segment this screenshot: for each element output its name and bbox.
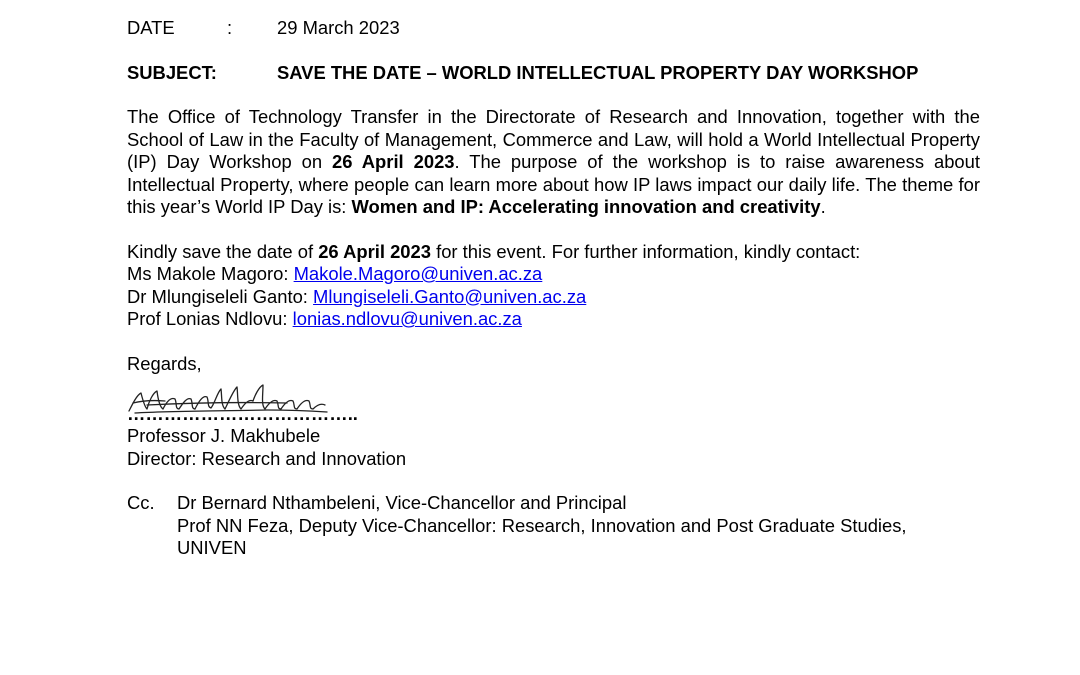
contact-email-link[interactable]: Mlungiseleli.Ganto@univen.ac.za — [313, 285, 587, 307]
cc-row — [127, 492, 980, 560]
signature-dotted-line: ……………………………….. — [127, 403, 358, 424]
save-the-date-line — [127, 241, 980, 264]
paragraph-1-end: . — [820, 196, 826, 217]
contact-name: Prof Lonias Ndlovu: — [127, 308, 288, 329]
subject-value: SAVE THE DATE – WORLD INTELLECTUAL PROPERTY DAY WORKSHOP — [277, 61, 919, 83]
contact-email-link[interactable]: lonias.ndlovu@univen.ac.za — [292, 308, 522, 329]
signatory-title: Director: Research and Innovation — [127, 447, 407, 469]
cc-recipient: UNIVEN — [177, 537, 247, 558]
date-label: DATE — [127, 17, 175, 38]
subject-line — [127, 62, 980, 85]
regards-text: Regards, — [127, 352, 202, 374]
signature-area — [127, 375, 980, 425]
contact-block — [127, 241, 980, 331]
paragraph-2-text-b: for this event. For further information, kindly contact: — [430, 240, 861, 262]
paragraph-2-text-a: Kindly save the date of — [127, 240, 319, 262]
cc-recipient: Prof NN Feza, Deputy Vice-Chancellor: Research, Innovation and Post Graduate Studies, — [177, 514, 907, 536]
contact-row — [127, 263, 980, 286]
date-colon: : — [227, 17, 233, 38]
memo-content — [127, 17, 980, 560]
cc-block — [127, 492, 980, 560]
body-paragraph-1 — [127, 106, 980, 219]
contact-row — [127, 308, 980, 331]
paragraph-1-text-b: . The purpose of the workshop is to raise awareness about Intellectual Property, where people can learn more about how IP laws impact our daily life. The theme for this year’s World IP Day is: — [127, 151, 980, 217]
contact-row — [127, 286, 980, 309]
theme-text: Women and IP: Accelerating innovation and creativity — [351, 196, 821, 217]
cc-recipients — [177, 492, 907, 560]
contact-name: Dr Mlungiseleli Ganto: — [127, 285, 308, 307]
cc-recipient: Dr Bernard Nthambeleni, Vice-Chancellor and Principal — [177, 492, 627, 513]
signatory-name: Professor J. Makhubele — [127, 425, 321, 446]
date-value: 29 March 2023 — [277, 17, 400, 38]
paragraph-1-text-a: The Office of Technology Transfer in the Directorate of Research and Innovation, together with the School of Law in the Faculty of Management, Commerce and Law, will hold a World Intellectual Property (IP) Day Workshop on — [127, 106, 980, 172]
save-date: 26 April 2023 — [318, 240, 431, 262]
date-line — [127, 17, 980, 40]
workshop-date: 26 April 2023 — [332, 151, 455, 172]
contact-email-link[interactable]: Makole.Magoro@univen.ac.za — [293, 263, 543, 284]
contact-name: Ms Makole Magoro: — [127, 263, 289, 284]
subject-label: SUBJECT: — [127, 61, 217, 83]
cc-label: Cc. — [127, 492, 155, 513]
